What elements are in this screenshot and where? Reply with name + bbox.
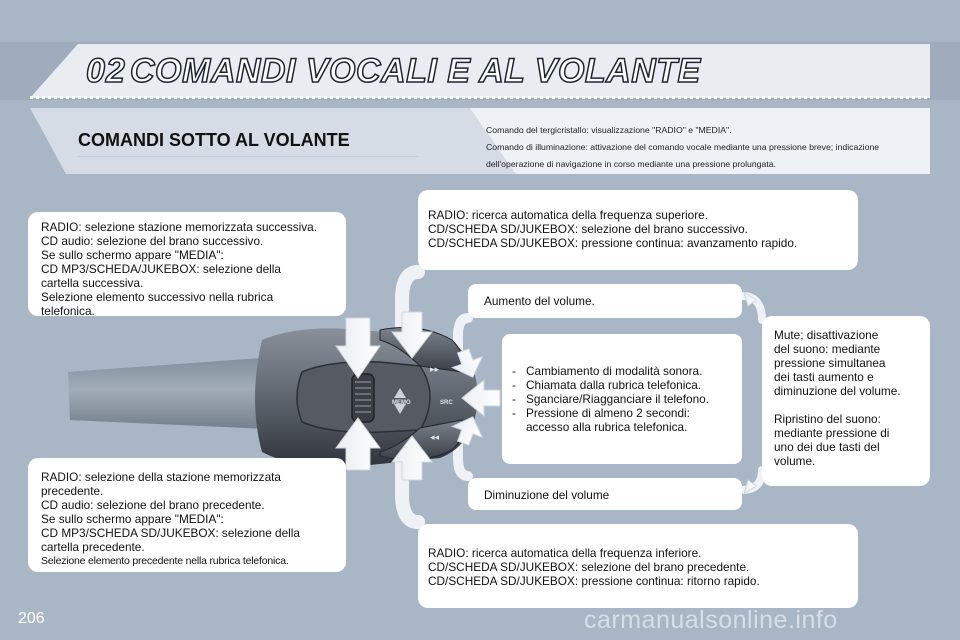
page-number: 206 (18, 610, 45, 627)
box-line: Selezione elemento successivo nella rubrica (41, 290, 274, 304)
src-label: SRC (440, 400, 453, 406)
box-line: RADIO: ricerca automatica della frequenza superiore. (428, 208, 708, 222)
radio-prev-box (28, 458, 346, 572)
box-line: CD audio: selezione del brano successivo. (41, 234, 264, 248)
box-line: CD MP3/SCHEDA/JUKEBOX: selezione della (41, 262, 281, 276)
box-line: Mute; disattivazione (774, 328, 879, 342)
volume-up-box (468, 284, 742, 318)
mute-box (762, 316, 930, 486)
next-icon: ▸▸ (430, 365, 440, 375)
box-line: del suono: mediante (774, 342, 881, 356)
box-line: pressione simultanea (774, 356, 886, 370)
box-line: Ripristino del suono: (774, 412, 881, 426)
description-line: dell'operazione di navigazione in corso mediante una pressione prolungata. (486, 159, 776, 169)
search-up-box (418, 190, 858, 270)
box-line: Se sullo schermo appare "MEDIA": (41, 512, 224, 526)
box-line: telefonica. (41, 304, 95, 318)
chapter-number: 02 (86, 52, 126, 90)
src-box (502, 334, 742, 464)
section-title: COMANDI SOTTO AL VOLANTE (78, 130, 350, 150)
box-line: cartella precedente. (41, 540, 145, 554)
box-line: diminuzione del volume. (774, 384, 901, 398)
box-line: Selezione elemento precedente nella rubrica telefonica. (41, 555, 289, 567)
list-item: - Sganciare/Riagganciare il telefono. (512, 392, 732, 406)
box-line: CD/SCHEDA SD/JUKEBOX: pressione continua: avanzamento rapido. (428, 236, 798, 250)
list-item: - Cambiamento di modalità sonora. (512, 364, 732, 378)
watermark: carmanualsonline.info (584, 606, 838, 634)
memo-label: MEMO (392, 400, 411, 406)
radio-next-box (28, 212, 346, 316)
volume-up-text: Aumento del volume. (484, 294, 595, 308)
list-item: - Pressione di almeno 2 secondi: accesso alla rubrica telefonica. (512, 406, 732, 434)
box-line: mediante pressione di (774, 426, 890, 440)
box-line: CD audio: selezione del brano precedente. (41, 498, 265, 512)
box-line: Se sullo schermo appare "MEDIA": (41, 248, 224, 262)
box-line: RADIO: selezione della stazione memorizzata (41, 470, 281, 484)
box-line: RADIO: ricerca automatica della frequenza inferiore. (428, 546, 702, 560)
box-line: CD/SCHEDA SD/JUKEBOX: pressione continua: ritorno rapido. (428, 574, 760, 588)
box-line: uno dei due tasti del (774, 440, 880, 454)
box-line: CD MP3/SCHEDA SD/JUKEBOX: selezione della (41, 526, 300, 540)
box-line: dei tasti aumento e (774, 370, 874, 384)
src-list (512, 364, 732, 434)
volume-down-text: Diminuzione del volume (484, 488, 610, 502)
volume-down-box (468, 478, 742, 510)
box-line: CD/SCHEDA SD/JUKEBOX: selezione del brano precedente. (428, 560, 750, 574)
box-line: volume. (774, 454, 816, 468)
box-line: RADIO: selezione stazione memorizzata successiva. (41, 220, 318, 234)
volume-thumbwheel (352, 374, 374, 422)
chapter-title: COMANDI VOCALI E AL VOLANTE (130, 52, 701, 90)
box-line: precedente. (41, 484, 104, 498)
box-line: CD/SCHEDA SD/JUKEBOX: selezione del brano successivo. (428, 222, 748, 236)
description-line: Comando di illuminazione: attivazione del comando vocale mediante una pressione breve; indicazione (486, 142, 880, 152)
search-down-box (418, 524, 858, 608)
description-line: Comando del tergicristallo: visualizzazione "RADIO" e "MEDIA". (486, 125, 732, 135)
box-line: cartella successiva. (41, 276, 144, 290)
prev-icon: ◂◂ (430, 433, 440, 443)
list-item: - Chiamata dalla rubrica telefonica. (512, 378, 732, 392)
